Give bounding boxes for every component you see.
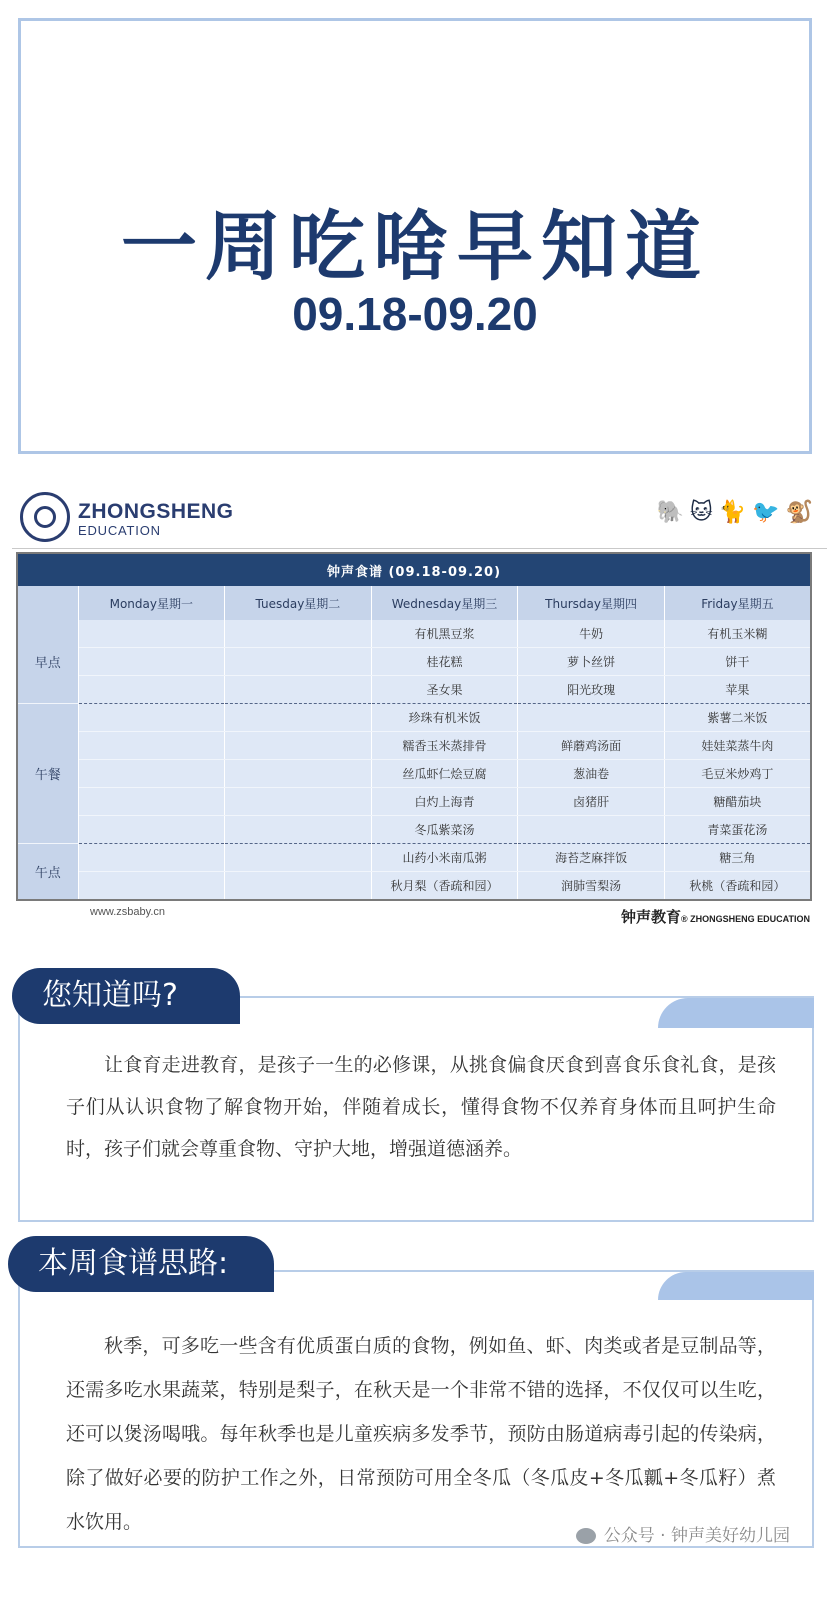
table-row — [17, 844, 811, 872]
menu-cell: 冬瓜紫菜汤 — [371, 816, 518, 844]
menu-cell — [78, 872, 225, 901]
menu-cell: 山药小米南瓜粥 — [371, 844, 518, 872]
menu-title: 钟声食谱 (09.18-09.20) — [17, 553, 811, 586]
menu-cell: 牛奶 — [518, 620, 665, 648]
menu-cell: 卤猪肝 — [518, 788, 665, 816]
menu-cell: 桂花糕 — [371, 648, 518, 676]
day-header: Wednesday星期三 — [371, 586, 518, 620]
did-you-know-card — [18, 996, 814, 1222]
day-header: Monday星期一 — [78, 586, 225, 620]
footer-brand: 钟声教育® ZHONGSHENG EDUCATION — [621, 908, 810, 926]
menu-cell: 秋月梨（香疏和园） — [371, 872, 518, 901]
menu-cell: 娃娃菜蒸牛肉 — [664, 732, 811, 760]
menu-idea-text: 秋季，可多吃一些含有优质蛋白质的食物，例如鱼、虾、肉类或者是豆制品等，还需多吃水果蔬菜，特别是梨子，在秋天是一个非常不错的选择，不仅仅可以生吃，还可以煲汤喝哦。每年秋季也是儿童疾病多发季节，预防由肠道病毒引起的传染病，除了做好必要的防护工作之外，日常预防可用全冬瓜（冬瓜皮+冬瓜瓤+冬瓜籽）煮水饮用。 — [66, 1335, 776, 1533]
menu-cell: 有机玉米糊 — [664, 620, 811, 648]
brand-subtitle: EDUCATION — [78, 523, 161, 538]
menu-cell: 阳光玫瑰 — [518, 676, 665, 704]
menu-cell — [225, 872, 372, 901]
menu-cell — [78, 676, 225, 704]
menu-cell: 青菜蛋花汤 — [664, 816, 811, 844]
menu-cell: 白灼上海青 — [371, 788, 518, 816]
menu-cell: 鲜蘑鸡汤面 — [518, 732, 665, 760]
card-corner-decoration — [658, 998, 814, 1028]
table-row — [17, 704, 811, 732]
menu-cell — [225, 648, 372, 676]
meal-label: 午点 — [17, 844, 78, 901]
menu-idea-card — [18, 1270, 814, 1548]
wechat-watermark: 公众号 · 钟声美好幼儿园 — [576, 1521, 790, 1546]
footer-url: www.zsbaby.cn — [90, 906, 165, 918]
day-header: Thursday星期四 — [518, 586, 665, 620]
menu-cell — [78, 732, 225, 760]
table-row — [17, 816, 811, 844]
menu-cell — [225, 844, 372, 872]
menu-cell — [78, 704, 225, 732]
menu-cell — [518, 704, 665, 732]
cat-icon: 🐱 — [689, 500, 713, 525]
menu-cell — [78, 844, 225, 872]
wechat-icon — [576, 1528, 596, 1544]
menu-cell: 圣女果 — [371, 676, 518, 704]
monkey-icon: 🐒 — [785, 500, 813, 525]
page-title: 一周吃啥早知道 — [121, 202, 709, 291]
menu-cell: 苹果 — [664, 676, 811, 704]
menu-cell — [225, 732, 372, 760]
menu-cell — [225, 676, 372, 704]
cat-walking-icon: 🐈 — [718, 500, 747, 525]
menu-cell: 毛豆米炒鸡丁 — [664, 760, 811, 788]
menu-cell — [78, 816, 225, 844]
menu-cell — [78, 620, 225, 648]
did-you-know-text: 让食育走进教育，是孩子一生的必修课，从挑食偏食厌食到喜食乐食礼食，是孩子们从认识食物了解食物开始，伴随着成长，懂得食物不仅养育身体而且呵护生命时，孩子们就会尊重食物、守护大地，增强道德涵养。 — [66, 1054, 776, 1160]
menu-cell: 萝卜丝饼 — [518, 648, 665, 676]
menu-cell — [225, 816, 372, 844]
menu-cell: 紫薯二米饭 — [664, 704, 811, 732]
menu-cell: 葱油卷 — [518, 760, 665, 788]
menu-cell: 糖三角 — [664, 844, 811, 872]
menu-cell: 丝瓜虾仁烩豆腐 — [371, 760, 518, 788]
school-logo-icon — [20, 492, 70, 542]
meal-label: 早点 — [17, 620, 78, 704]
menu-cell: 糖醋茄块 — [664, 788, 811, 816]
table-row — [17, 788, 811, 816]
brand-name: ZHONGSHENG — [78, 500, 234, 523]
bird-icon: 🐦 — [752, 500, 780, 525]
did-you-know-heading: 您知道吗? — [12, 968, 240, 1024]
animal-decoration — [656, 502, 813, 524]
menu-cell — [518, 816, 665, 844]
table-row — [17, 676, 811, 704]
menu-header-row — [17, 586, 811, 620]
menu-cell: 糯香玉米蒸排骨 — [371, 732, 518, 760]
table-row — [17, 872, 811, 901]
elephant-icon: 🐘 — [656, 500, 684, 525]
menu-cell: 海苔芝麻拌饭 — [518, 844, 665, 872]
date-range: 09.18-09.20 — [292, 288, 538, 340]
table-row — [17, 648, 811, 676]
menu-cell: 有机黑豆浆 — [371, 620, 518, 648]
corner-cell — [17, 586, 78, 620]
menu-idea-heading: 本周食谱思路: — [8, 1236, 274, 1292]
menu-cell — [225, 760, 372, 788]
table-row — [17, 620, 811, 648]
menu-cell: 饼干 — [664, 648, 811, 676]
brand-bar — [12, 488, 827, 548]
menu-cell — [78, 648, 225, 676]
table-row — [17, 760, 811, 788]
menu-table — [16, 552, 812, 901]
day-header: Friday星期五 — [664, 586, 811, 620]
table-row — [17, 732, 811, 760]
title-card — [18, 18, 812, 454]
menu-cell: 珍珠有机米饭 — [371, 704, 518, 732]
day-header: Tuesday星期二 — [225, 586, 372, 620]
card-corner-decoration — [658, 1272, 814, 1300]
menu-cell — [225, 704, 372, 732]
menu-cell — [225, 788, 372, 816]
menu-cell: 秋桃（香疏和园） — [664, 872, 811, 901]
menu-cell — [78, 760, 225, 788]
meal-label: 午餐 — [17, 704, 78, 844]
menu-cell — [225, 620, 372, 648]
menu-cell — [78, 788, 225, 816]
menu-cell: 润肺雪梨汤 — [518, 872, 665, 901]
divider — [12, 548, 827, 549]
